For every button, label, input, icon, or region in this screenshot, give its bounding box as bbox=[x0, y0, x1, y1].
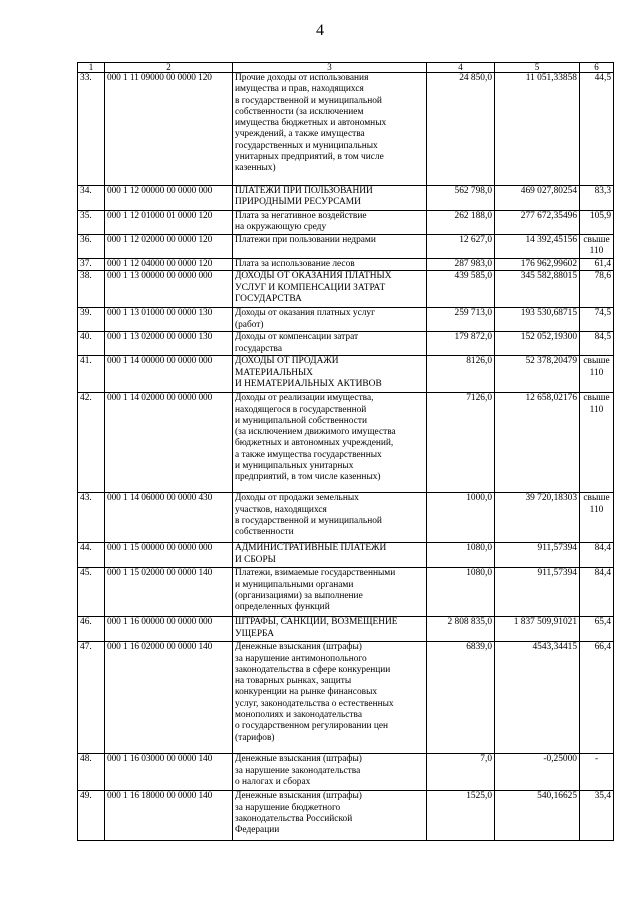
description-line: МАТЕРИАЛЬНЫХ bbox=[235, 367, 313, 378]
plan-value: 7,0 bbox=[427, 754, 495, 791]
row-number: 46. bbox=[78, 617, 105, 642]
row-number: 44. bbox=[78, 543, 105, 568]
row-number: 36. bbox=[78, 235, 105, 259]
table-row bbox=[78, 754, 614, 791]
row-number: 42. bbox=[78, 393, 105, 493]
percent-value bbox=[580, 568, 614, 617]
row-description bbox=[233, 493, 427, 543]
description-line: за нарушение бюджетного bbox=[235, 802, 341, 813]
description-line: конкуренции на рынке финансовых bbox=[235, 687, 378, 698]
fact-value: 4543,34415 bbox=[495, 642, 580, 754]
description-line: а также имущества государственных bbox=[235, 449, 382, 460]
description-line: (работ) bbox=[235, 319, 264, 330]
fact-value: 277 672,35496 bbox=[495, 211, 580, 235]
description-line: законодательства Российской bbox=[235, 813, 353, 824]
description-line: на окружающую среду bbox=[235, 222, 327, 233]
percent-value bbox=[580, 186, 614, 211]
fact-value: 11 051,33858 bbox=[495, 73, 580, 186]
row-number: 34. bbox=[78, 186, 105, 211]
budget-code: 000 1 11 09000 00 0000 120 bbox=[105, 73, 233, 186]
budget-code: 000 1 13 02000 00 0000 130 bbox=[105, 332, 233, 356]
percent-value bbox=[580, 332, 614, 356]
percent-line: 83,3 bbox=[594, 186, 611, 196]
percent-line: 110 bbox=[589, 367, 604, 378]
header-cell: 1 bbox=[78, 63, 105, 73]
budget-code: 000 1 13 00000 00 0000 000 bbox=[105, 271, 233, 308]
description-line: на товарных рынках, защиты bbox=[235, 676, 352, 687]
description-line: Платежи при пользовании недрами bbox=[235, 235, 376, 245]
budget-code: 000 1 14 02000 00 0000 000 bbox=[105, 393, 233, 493]
description-line: АДМИНИСТРАТИВНЫЕ ПЛАТЕЖИ bbox=[235, 543, 387, 554]
plan-value: 259 713,0 bbox=[427, 308, 495, 332]
table-row bbox=[78, 791, 614, 841]
description-line: о налогах и сборах bbox=[235, 776, 311, 787]
header-cell: 6 bbox=[580, 63, 614, 73]
row-description bbox=[233, 235, 427, 259]
description-line: ШТРАФЫ, САНКЦИИ, ВОЗМЕЩЕНИЕ bbox=[235, 617, 398, 628]
row-description bbox=[233, 791, 427, 841]
table-row bbox=[78, 543, 614, 568]
description-line: и муниципальной собственности bbox=[235, 415, 367, 426]
table-row bbox=[78, 642, 614, 754]
description-line: (тарифов) bbox=[235, 732, 275, 743]
description-line: и муниципальных унитарных bbox=[235, 461, 354, 472]
description-line: собственности (за исключением bbox=[235, 106, 364, 117]
description-line: ГОСУДАРСТВА bbox=[235, 293, 302, 304]
row-number: 48. bbox=[78, 754, 105, 791]
fact-value: 1 837 509,91021 bbox=[495, 617, 580, 642]
page-number: 4 bbox=[316, 22, 324, 39]
header-cell: 5 bbox=[495, 63, 580, 73]
row-number: 43. bbox=[78, 493, 105, 543]
plan-value: 1080,0 bbox=[427, 568, 495, 617]
table-header-row bbox=[78, 63, 614, 73]
revenue-table bbox=[77, 62, 614, 841]
fact-value: 12 658,02176 bbox=[495, 393, 580, 493]
description-line: Федерации bbox=[235, 825, 280, 836]
percent-value bbox=[580, 73, 614, 186]
description-line: о государственном регулировании цен bbox=[235, 721, 389, 732]
percent-line: 44,5 bbox=[594, 73, 611, 83]
description-line: Прочие доходы от использования bbox=[235, 73, 369, 83]
percent-value bbox=[580, 235, 614, 259]
plan-value: 439 585,0 bbox=[427, 271, 495, 308]
percent-line: 74,5 bbox=[594, 308, 611, 319]
description-line: государственных и муниципальных bbox=[235, 140, 378, 151]
description-line: Плата за негативное воздействие bbox=[235, 211, 367, 221]
row-description bbox=[233, 642, 427, 754]
percent-value bbox=[580, 791, 614, 841]
fact-value: 14 392,45156 bbox=[495, 235, 580, 259]
description-line: определенных функций bbox=[235, 602, 330, 613]
fact-value: 152 052,19300 bbox=[495, 332, 580, 356]
table-row bbox=[78, 271, 614, 308]
description-line: Денежные взыскания (штрафы) bbox=[235, 791, 362, 802]
fact-value: -0,25000 bbox=[495, 754, 580, 791]
row-description bbox=[233, 73, 427, 186]
budget-code: 000 1 15 00000 00 0000 000 bbox=[105, 543, 233, 568]
budget-code: 000 1 15 02000 00 0000 140 bbox=[105, 568, 233, 617]
description-line: Доходы от компенсации затрат bbox=[235, 332, 359, 343]
description-line: Доходы от реализации имущества, bbox=[235, 393, 374, 404]
row-description bbox=[233, 568, 427, 617]
plan-value: 24 850,0 bbox=[427, 73, 495, 186]
description-line: услуг, законодательства о естественных bbox=[235, 698, 394, 709]
description-line: ДОХОДЫ ОТ ПРОДАЖИ bbox=[235, 356, 339, 367]
table-row bbox=[78, 617, 614, 642]
budget-code: 000 1 12 02000 00 0000 120 bbox=[105, 235, 233, 259]
description-line: Платежи, взимаемые государственными bbox=[235, 568, 396, 579]
table-row bbox=[78, 211, 614, 235]
description-line: государства bbox=[235, 343, 283, 354]
row-number: 39. bbox=[78, 308, 105, 332]
percent-line: 61,4 bbox=[594, 259, 611, 269]
plan-value: 8126,0 bbox=[427, 356, 495, 393]
description-line: имущества бюджетных и автономных bbox=[235, 118, 387, 129]
row-description bbox=[233, 356, 427, 393]
fact-value: 345 582,88015 bbox=[495, 271, 580, 308]
percent-value bbox=[580, 308, 614, 332]
description-line: Денежные взыскания (штрафы) bbox=[235, 642, 362, 653]
table-row bbox=[78, 393, 614, 493]
description-line: (за исключением движимого имущества bbox=[235, 427, 396, 438]
percent-line: 78,6 bbox=[594, 271, 611, 282]
description-line: в государственной и муниципальной bbox=[235, 515, 382, 526]
percent-line: свыше bbox=[583, 235, 610, 245]
percent-value bbox=[580, 617, 614, 642]
percent-line: 84,4 bbox=[594, 568, 611, 579]
row-description bbox=[233, 259, 427, 271]
description-line: участков, находящихся bbox=[235, 504, 327, 515]
percent-value bbox=[580, 271, 614, 308]
budget-code: 000 1 12 00000 00 0000 000 bbox=[105, 186, 233, 211]
plan-value: 1525,0 bbox=[427, 791, 495, 841]
budget-code: 000 1 16 00000 00 0000 000 bbox=[105, 617, 233, 642]
description-line: за нарушение законодательства bbox=[235, 765, 361, 776]
table-row bbox=[78, 308, 614, 332]
description-line: собственности bbox=[235, 527, 294, 538]
row-description bbox=[233, 332, 427, 356]
description-line: находящегося в государственной bbox=[235, 404, 367, 415]
budget-code: 000 1 14 00000 00 0000 000 bbox=[105, 356, 233, 393]
description-line: в государственной и муниципальной bbox=[235, 95, 382, 106]
row-number: 45. bbox=[78, 568, 105, 617]
fact-value: 176 962,99602 bbox=[495, 259, 580, 271]
percent-value bbox=[580, 393, 614, 493]
table-row bbox=[78, 235, 614, 259]
row-description bbox=[233, 211, 427, 235]
description-line: Доходы от оказания платных услуг bbox=[235, 308, 375, 319]
fact-value: 52 378,20479 bbox=[495, 356, 580, 393]
row-number: 49. bbox=[78, 791, 105, 841]
budget-code: 000 1 12 04000 00 0000 120 bbox=[105, 259, 233, 271]
description-line: (организациями) за выполнение bbox=[235, 590, 363, 601]
description-line: казенных) bbox=[235, 163, 276, 174]
row-number: 41. bbox=[78, 356, 105, 393]
percent-line: 65,4 bbox=[594, 617, 611, 628]
row-description bbox=[233, 393, 427, 493]
description-line: ПЛАТЕЖИ ПРИ ПОЛЬЗОВАНИИ bbox=[235, 186, 373, 196]
table-row bbox=[78, 259, 614, 271]
plan-value: 7126,0 bbox=[427, 393, 495, 493]
budget-code: 000 1 12 01000 01 0000 120 bbox=[105, 211, 233, 235]
table-row bbox=[78, 73, 614, 186]
plan-value: 287 983,0 bbox=[427, 259, 495, 271]
description-line: за нарушение антимонопольного bbox=[235, 653, 367, 664]
description-line: И СБОРЫ bbox=[235, 554, 276, 565]
fact-value: 39 720,18303 bbox=[495, 493, 580, 543]
description-line: УСЛУГ И КОМПЕНСАЦИИ ЗАТРАТ bbox=[235, 282, 386, 293]
description-line: ПРИРОДНЫМИ РЕСУРСАМИ bbox=[235, 197, 361, 208]
percent-line: 84,5 bbox=[594, 332, 611, 343]
plan-value: 262 188,0 bbox=[427, 211, 495, 235]
percent-line: 35,4 bbox=[594, 791, 611, 802]
header-cell: 2 bbox=[105, 63, 233, 73]
row-description bbox=[233, 271, 427, 308]
percent-value bbox=[580, 642, 614, 754]
description-line: законодательства в сфере конкуренции bbox=[235, 664, 391, 675]
description-line: учреждений, а также имущества bbox=[235, 129, 365, 140]
percent-line: 110 bbox=[589, 404, 604, 415]
table-row bbox=[78, 356, 614, 393]
percent-value bbox=[580, 543, 614, 568]
budget-code: 000 1 16 02000 00 0000 140 bbox=[105, 642, 233, 754]
percent-value bbox=[580, 211, 614, 235]
header-cell: 4 bbox=[427, 63, 495, 73]
description-line: монополиях и законодательства bbox=[235, 710, 362, 721]
row-number: 40. bbox=[78, 332, 105, 356]
row-description bbox=[233, 617, 427, 642]
row-description bbox=[233, 543, 427, 568]
table-row bbox=[78, 493, 614, 543]
fact-value: 193 530,68715 bbox=[495, 308, 580, 332]
plan-value: 179 872,0 bbox=[427, 332, 495, 356]
plan-value: 12 627,0 bbox=[427, 235, 495, 259]
description-line: предприятий, в том числе казенных) bbox=[235, 472, 381, 483]
row-number: 47. bbox=[78, 642, 105, 754]
row-number: 35. bbox=[78, 211, 105, 235]
percent-line: 105,9 bbox=[589, 211, 611, 221]
percent-value bbox=[580, 754, 614, 791]
percent-line: 84,4 bbox=[594, 543, 611, 554]
percent-line: 110 bbox=[589, 246, 604, 257]
description-line: унитарных предприятий, в том числе bbox=[235, 152, 384, 163]
percent-value bbox=[580, 493, 614, 543]
budget-code: 000 1 16 18000 00 0000 140 bbox=[105, 791, 233, 841]
description-line: имущества и прав, находящихся bbox=[235, 84, 364, 95]
percent-line: свыше bbox=[583, 493, 610, 504]
fact-value: 540,16625 bbox=[495, 791, 580, 841]
plan-value: 562 798,0 bbox=[427, 186, 495, 211]
header-cell: 3 bbox=[233, 63, 427, 73]
row-description bbox=[233, 308, 427, 332]
plan-value: 1080,0 bbox=[427, 543, 495, 568]
description-line: И НЕМАТЕРИАЛЬНЫХ АКТИВОВ bbox=[235, 378, 382, 389]
percent-line: свыше bbox=[583, 393, 610, 404]
row-number: 33. bbox=[78, 73, 105, 186]
description-line: бюджетных и автономных учреждений, bbox=[235, 438, 394, 449]
description-line: Плата за использование лесов bbox=[235, 259, 355, 269]
row-description bbox=[233, 754, 427, 791]
plan-value: 2 808 835,0 bbox=[427, 617, 495, 642]
fact-value: 911,57394 bbox=[495, 568, 580, 617]
row-number: 37. bbox=[78, 259, 105, 271]
percent-line: 110 bbox=[589, 504, 604, 515]
budget-code: 000 1 16 03000 00 0000 140 bbox=[105, 754, 233, 791]
plan-value: 1000,0 bbox=[427, 493, 495, 543]
description-line: Денежные взыскания (штрафы) bbox=[235, 754, 362, 765]
plan-value: 6839,0 bbox=[427, 642, 495, 754]
table-row bbox=[78, 332, 614, 356]
fact-value: 911,57394 bbox=[495, 543, 580, 568]
percent-value bbox=[580, 356, 614, 393]
budget-code: 000 1 14 06000 00 0000 430 bbox=[105, 493, 233, 543]
description-line: Доходы от продажи земельных bbox=[235, 493, 359, 504]
table-row bbox=[78, 568, 614, 617]
percent-line: свыше bbox=[583, 356, 610, 367]
table-row bbox=[78, 186, 614, 211]
budget-code: 000 1 13 01000 00 0000 130 bbox=[105, 308, 233, 332]
fact-value: 469 027,80254 bbox=[495, 186, 580, 211]
description-line: и муниципальными органами bbox=[235, 579, 354, 590]
percent-line: 66,4 bbox=[594, 642, 611, 653]
percent-value bbox=[580, 259, 614, 271]
description-line: УЩЕРБА bbox=[235, 628, 275, 639]
row-number: 38. bbox=[78, 271, 105, 308]
description-line: ДОХОДЫ ОТ ОКАЗАНИЯ ПЛАТНЫХ bbox=[235, 271, 392, 282]
row-description bbox=[233, 186, 427, 211]
percent-line: - bbox=[594, 754, 599, 765]
